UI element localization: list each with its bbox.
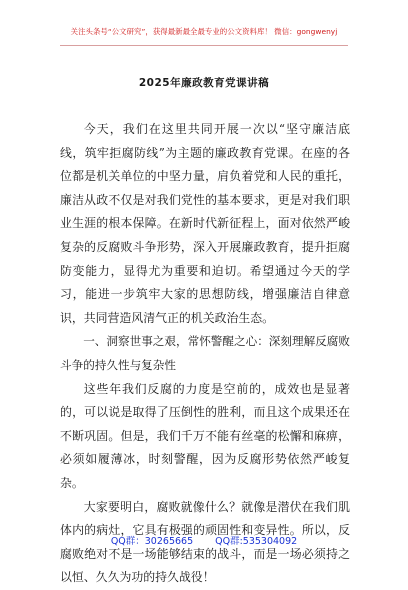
qq-group-2[interactable]: QQ群:535304092	[215, 536, 298, 547]
qq-group-1[interactable]: QQ群：30265665	[110, 536, 194, 547]
intro-paragraph: 今天，我们在这里共同开展一次以“坚守廉洁底线，筑牢拒腐防线”为主题的廉政教育党课。在座的各位都是机关单位的中坚力量，肩负着党和人民的重托，廉洁从政不仅是对我们党性的基本要求，更是对我们职业生涯的根本保障。在新时代新征程上，面对依然严峻复杂的反腐败斗争形势，深入开展廉政教育，提升拒腐防变能力，显得尤为重要和迫切。希望通过今天的学习，能进一步筑牢大家的思想防线，增强廉洁自律意识，共同营造风清气正的机关政治生态。	[60, 122, 350, 325]
document-title: 2025年廉政教育党课讲稿	[138, 77, 270, 89]
body-paragraph: 大家要明白，腐败就像什么？就像是潜伏在我们肌体内的病灶，它具有极强的顽固性和变异性。所以，反腐败绝对不是一场能够结束的战斗，而是一场必须持之以恒、久久为功的持久战役！	[60, 499, 350, 585]
section-heading: 一、洞察世事之艰，常怀警醒之心：深刻理解反腐败斗争的持久性与复杂性	[60, 334, 350, 372]
body-paragraph: 这些年我们反腐的力度是空前的，成效也是显著的，可以说是取得了压倒性的胜利，而且这个成果还在不断巩固。但是，我们千万不能有丝毫的松懈和麻痹，必须如履薄冰，时刻警醒，因为反腐形势依然严峻复杂。	[60, 381, 350, 490]
document-body	[60, 118, 350, 590]
header-banner: 关注头条号“公文研究”，获得最新最全最专业的公文资料库！ 微信：gongwenyj	[70, 27, 338, 36]
footer-qq-groups	[0, 533, 408, 547]
header-divider	[60, 45, 348, 46]
